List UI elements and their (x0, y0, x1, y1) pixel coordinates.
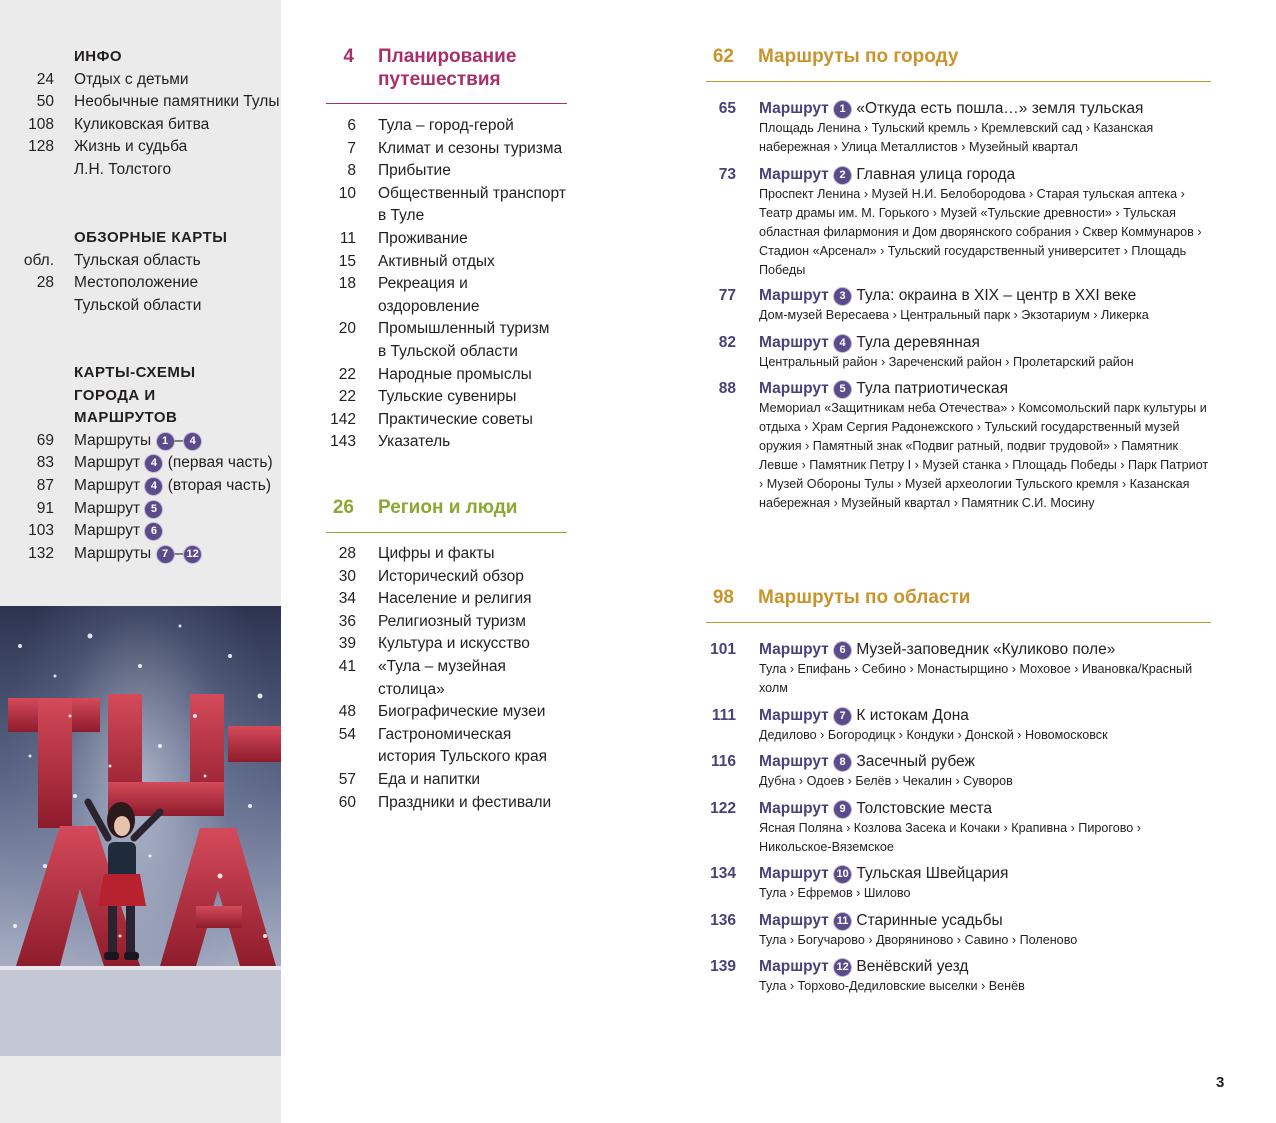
route-number-badge: 8 (834, 754, 851, 771)
page-number: 30 (338, 567, 356, 585)
route-title-line (759, 799, 1212, 819)
list-item[interactable] (326, 183, 567, 228)
route-entry[interactable] (706, 864, 1212, 903)
route-title-line (759, 752, 1212, 772)
page-number: 142 (330, 410, 356, 428)
page-number: 50 (36, 93, 54, 111)
route-title: Тульская Швейцария (856, 865, 1009, 882)
route-entry[interactable] (706, 286, 1212, 325)
route-number-badge: 12 (184, 546, 201, 563)
list-item[interactable] (0, 452, 281, 475)
section-page: 26 (332, 497, 354, 518)
route-number-badge: 10 (834, 866, 851, 883)
list-item[interactable] (326, 792, 567, 815)
route-number-badge: 2 (834, 167, 851, 184)
route-number-badge: 4 (145, 455, 162, 472)
route-label: Маршрут (759, 958, 829, 975)
entry-text: Рекреация и оздоровление (378, 275, 480, 315)
route-number-badge: 5 (145, 501, 162, 518)
page-number: 22 (338, 365, 356, 383)
route-number-badge: 1 (157, 433, 174, 450)
route-body (759, 640, 1212, 698)
entry-text: Культура и искусство (378, 635, 530, 653)
entry-text: Жизнь и судьба Л.Н. Толстого (74, 138, 188, 178)
entry-text: Проживание (378, 229, 468, 247)
route-label: Маршрут (759, 641, 829, 658)
page-number: 6 (347, 117, 356, 134)
route-entry[interactable] (706, 706, 1212, 745)
maps-block (0, 227, 281, 317)
route-title-line (759, 333, 1212, 353)
page-number: 8 (347, 162, 356, 180)
snow-horizon (0, 966, 281, 970)
list-item[interactable] (0, 91, 281, 114)
entry-text (74, 520, 281, 543)
tula-sign-photo (0, 606, 281, 1056)
list-item[interactable] (326, 160, 567, 183)
page-number: 60 (338, 793, 356, 811)
page-number: 116 (710, 753, 736, 770)
section-header[interactable] (326, 45, 567, 91)
divider (326, 103, 567, 104)
list-item[interactable] (326, 566, 567, 589)
section-header[interactable] (326, 496, 567, 519)
route-title-line (759, 165, 1212, 185)
entry-text: Население и религия (378, 590, 532, 608)
list-item[interactable] (0, 136, 281, 181)
list-item[interactable] (0, 520, 281, 543)
route-entry[interactable] (706, 957, 1212, 996)
entry-text: Указатель (378, 433, 451, 451)
page-number: 101 (710, 641, 736, 658)
page-number: 39 (338, 635, 356, 653)
route-stops: Площадь Ленина › Тульский кремль › Кремлевский сад › Казанская набережная › Улица Металлистов › Музейный квартал (759, 121, 1154, 154)
entry-text (74, 543, 281, 566)
route-stops: Дедилово › Богородицк › Кондуки › Донской › Новомосковск (759, 728, 1108, 742)
entry-text: Климат и сезоны туризма (378, 139, 563, 157)
list-item[interactable] (326, 633, 567, 656)
list-item[interactable] (326, 115, 567, 138)
list-item[interactable] (326, 701, 567, 724)
route-title-line (759, 99, 1212, 119)
route-title-line (759, 911, 1212, 931)
entry-text (74, 430, 281, 453)
route-label: Маршрут (74, 522, 141, 540)
entry-text: Общественный транспорт в Туле (378, 184, 566, 225)
page-number: 11 (339, 229, 356, 247)
route-number-badge: 7 (157, 546, 174, 563)
route-label: Маршрут (759, 100, 829, 117)
list-item[interactable] (326, 318, 567, 363)
page-number: обл. (23, 251, 54, 269)
page-number: 7 (347, 139, 356, 157)
route-body (759, 957, 1212, 996)
route-label: Маршрут (759, 912, 829, 929)
route-number-badge: 6 (834, 642, 851, 659)
list-item[interactable] (0, 475, 281, 498)
entry-text: Религиозный туризм (378, 612, 526, 630)
route-label: Маршрут (759, 753, 829, 770)
route-title: Тула патриотическая (856, 380, 1009, 397)
route-suffix: (вторая часть) (167, 476, 272, 494)
page-number: 122 (710, 800, 736, 817)
list-item[interactable] (326, 228, 567, 251)
section-title: Маршруты по области (758, 587, 971, 608)
letter-t-right (228, 726, 281, 762)
entry-text (74, 498, 281, 521)
divider (706, 622, 1211, 623)
page-number: 28 (36, 274, 54, 292)
route-body (759, 99, 1212, 157)
route-entry[interactable] (706, 165, 1212, 280)
route-number-badge: 11 (834, 913, 851, 930)
page-number: 28 (338, 545, 356, 562)
route-stops: Дубна › Одоев › Белёв › Чекалин › Суворов (759, 774, 1013, 788)
page-number: 134 (710, 865, 736, 882)
route-title-line (759, 286, 1212, 306)
letter-u-top (108, 694, 224, 816)
route-entry[interactable] (706, 799, 1212, 857)
planning-list (326, 115, 567, 454)
list-item[interactable] (326, 251, 567, 274)
route-stops: Проспект Ленина › Музей Н.И. Белобородова › Старая тульская аптека › Театр драмы им. М. Горького › Музей «Тульские древности» › Тульская областная филармония и Дом дворянского собрания › Сквер Коммунаров › Стадион «Арсенал» › Тульский государственный университет › Площадь Победы (759, 187, 1202, 277)
list-item[interactable] (326, 431, 567, 454)
route-stops: Мемориал «Защитникам неба Отечества» › Комсомольский парк культуры и отдыха › Храм Сергия Радонежского › Тульский государственный музей оружия › Памятный знак «Подвиг ратный, подвиг трудовой» › Памятник Левше › Памятник Петру I › Музей станка › Площадь Победы › Парк Патриот › Музей Обороны Тулы › Музей археологии Тульского кремля › Казанская набережная › Музейный квартал › Памятник С.И. Мосину (759, 401, 1209, 510)
entry-text: Тула – город-герой (378, 117, 514, 134)
maps-heading: ОБЗОРНЫЕ КАРТЫ (74, 229, 228, 246)
page-number: 65 (718, 100, 736, 117)
page-number: 22 (338, 388, 356, 406)
list-item[interactable] (326, 724, 567, 769)
range-separator: – (174, 431, 184, 449)
entry-text: Прибытие (378, 162, 451, 180)
page-number: 108 (28, 115, 54, 133)
route-title: Толстовские места (856, 800, 993, 817)
route-title-line (759, 640, 1212, 660)
list-item[interactable] (326, 138, 567, 161)
entry-text (74, 452, 281, 475)
route-entry[interactable] (706, 752, 1212, 791)
info-block (0, 46, 281, 182)
route-label: Маршрут (74, 499, 141, 517)
entry-text: Необычные памятники Тулы (74, 93, 280, 111)
route-label: Маршрут (759, 380, 829, 397)
entry-text: Куликовская битва (74, 115, 210, 133)
list-item[interactable] (326, 656, 567, 701)
info-heading: ИНФО (74, 48, 123, 65)
page-number: 18 (338, 275, 356, 293)
page-number: 77 (718, 287, 736, 304)
route-title: К истокам Дона (856, 707, 969, 724)
entry-text: Тульские сувениры (378, 388, 517, 406)
snow-ground (0, 966, 281, 1056)
oblast-section (706, 586, 1212, 609)
route-label: Маршрут (74, 454, 141, 472)
section-page: 62 (712, 46, 734, 67)
list-item[interactable] (0, 543, 281, 566)
route-entry[interactable] (706, 333, 1212, 372)
divider (326, 532, 567, 533)
list-item[interactable] (326, 364, 567, 387)
page-number: 128 (28, 138, 54, 156)
route-body (759, 706, 1212, 745)
list-item[interactable] (326, 386, 567, 409)
route-number-badge: 7 (834, 708, 851, 725)
list-item[interactable] (0, 114, 281, 137)
list-item[interactable] (326, 543, 567, 566)
route-stops: Дом-музей Вересаева › Центральный парк › Экзотариум › Ликерка (759, 308, 1149, 322)
route-label: Маршруты (74, 544, 152, 562)
letter-a-bottom (160, 828, 276, 966)
route-body (759, 752, 1212, 791)
route-title: Старинные усадьбы (856, 912, 1003, 929)
page-number: 87 (36, 476, 54, 494)
route-stops: Центральный район › Зареченский район › Пролетарский район (759, 355, 1134, 369)
entry-text: Праздники и фестивали (378, 793, 552, 811)
list-item[interactable] (0, 272, 281, 317)
route-title-line (759, 706, 1212, 726)
route-title-line (759, 379, 1212, 399)
page-number: 48 (338, 703, 356, 721)
range-separator: – (174, 544, 184, 562)
letter-t-top (8, 698, 100, 828)
entry-text (74, 475, 281, 498)
section-title: Планирование путешествия (378, 46, 517, 90)
city-section (706, 45, 1212, 68)
page-number: 139 (710, 958, 736, 975)
entry-text: Еда и напитки (378, 770, 481, 788)
page-number: 36 (338, 612, 356, 630)
route-title: «Откуда есть пошла…» земля тульская (856, 100, 1144, 117)
list-item[interactable] (0, 430, 281, 453)
entry-text: Народные промыслы (378, 365, 532, 383)
route-entry[interactable] (706, 911, 1212, 950)
route-suffix: (первая часть) (167, 454, 273, 472)
route-label: Маршрут (759, 334, 829, 351)
list-item[interactable] (0, 250, 281, 273)
route-stops: Тула › Ефремов › Шилово (759, 886, 911, 900)
page-number: 57 (338, 770, 356, 788)
route-number-badge: 6 (145, 523, 162, 540)
page-number: 103 (28, 522, 54, 540)
page-number: 88 (718, 380, 736, 397)
page-number: 83 (36, 454, 54, 472)
entry-text: Практические советы (378, 410, 533, 428)
route-number-badge: 4 (834, 335, 851, 352)
route-label: Маршрут (759, 707, 829, 724)
route-body (759, 911, 1212, 950)
page-number: 20 (338, 320, 356, 338)
route-body (759, 864, 1212, 903)
route-number-badge: 1 (834, 101, 851, 118)
route-stops: Тула › Епифань › Себино › Монастырщино › Моховое › Ивановка/Красный холм (759, 662, 1193, 695)
entry-text: «Тула – музейная столица» (378, 657, 506, 698)
region-section (326, 496, 567, 519)
route-label: Маршрут (759, 287, 829, 304)
entry-text: Тульская область (74, 251, 201, 269)
page-number: 132 (28, 544, 54, 562)
page-number: 91 (36, 499, 54, 517)
region-list (326, 543, 567, 814)
route-title: Главная улица города (856, 166, 1016, 183)
schemes-block (0, 362, 281, 565)
route-stops: Тула › Богучарово › Дворяниново › Савино › Поленово (759, 933, 1078, 947)
route-number-badge: 4 (184, 433, 201, 450)
route-label: Маршрут (74, 476, 141, 494)
route-label: Маршрут (759, 166, 829, 183)
schemes-heading: КАРТЫ-СХЕМЫ ГОРОДА И МАРШРУТОВ (74, 364, 196, 427)
page-number: 54 (338, 725, 356, 743)
entry-text: Биографические музеи (378, 703, 546, 721)
route-title: Венёвский уезд (856, 958, 969, 975)
page-number: 69 (36, 431, 54, 449)
list-item[interactable] (326, 769, 567, 792)
photo-illustration (0, 606, 281, 1056)
route-title: Тула деревянная (856, 334, 980, 351)
route-number-badge: 9 (834, 801, 851, 818)
page-number: 82 (718, 334, 736, 351)
page-number: 34 (338, 590, 356, 608)
entry-text: Промышленный туризм в Тульской области (378, 320, 550, 360)
entry-text: Цифры и факты (378, 545, 495, 562)
route-entry[interactable] (706, 379, 1212, 513)
route-stops: Тула › Торхово-Дедиловские выселки › Венёв (759, 979, 1025, 993)
route-number-badge: 5 (834, 381, 851, 398)
route-title-line (759, 957, 1212, 977)
route-title-line (759, 864, 1212, 884)
page-number-footer: 3 (1216, 1074, 1225, 1091)
section-title: Регион и люди (378, 497, 518, 518)
list-item[interactable] (0, 69, 281, 92)
section-header[interactable] (706, 586, 1212, 609)
route-body (759, 333, 1212, 372)
entry-text: Исторический обзор (378, 567, 524, 585)
entry-text: Местоположение Тульской области (74, 274, 202, 314)
divider (706, 81, 1211, 82)
route-entry[interactable] (706, 99, 1212, 157)
page-number: 24 (36, 70, 54, 88)
page-number: 15 (338, 252, 356, 270)
list-item[interactable] (0, 498, 281, 521)
route-title: Тула: окраина в XIX – центр в XXI веке (856, 287, 1137, 304)
route-body (759, 165, 1212, 280)
route-body (759, 286, 1212, 325)
section-title: Маршруты по городу (758, 46, 959, 67)
list-item[interactable] (326, 409, 567, 432)
route-label: Маршрут (759, 800, 829, 817)
page-number: 111 (711, 707, 736, 724)
route-number-badge: 12 (834, 959, 851, 976)
planning-section (326, 45, 567, 91)
section-header[interactable] (706, 45, 1212, 68)
list-item[interactable] (326, 588, 567, 611)
page-number: 136 (710, 912, 736, 929)
list-item[interactable] (326, 273, 567, 318)
route-number-badge: 3 (834, 288, 851, 305)
route-body (759, 799, 1212, 857)
section-page: 98 (712, 587, 734, 608)
route-label: Маршрут (759, 865, 829, 882)
page-number: 73 (718, 166, 736, 183)
section-page: 4 (343, 46, 354, 67)
route-label: Маршруты (74, 431, 152, 449)
page-number: 143 (330, 433, 356, 451)
route-number-badge: 4 (145, 478, 162, 495)
entry-text: Активный отдых (378, 252, 495, 270)
route-body (759, 379, 1212, 513)
route-title: Засечный рубеж (856, 753, 975, 770)
list-item[interactable] (326, 611, 567, 634)
entry-text: Гастрономическая история Тульского края (378, 725, 548, 766)
route-stops: Ясная Поляна › Козлова Засека и Кочаки › Крапивна › Пирогово › Никольское-Вяземское (759, 821, 1141, 854)
page-number: 41 (338, 657, 356, 675)
route-entry[interactable] (706, 640, 1212, 698)
route-title: Музей-заповедник «Куликово поле» (856, 641, 1116, 658)
entry-text: Отдых с детьми (74, 70, 189, 88)
page-number: 10 (338, 184, 356, 202)
